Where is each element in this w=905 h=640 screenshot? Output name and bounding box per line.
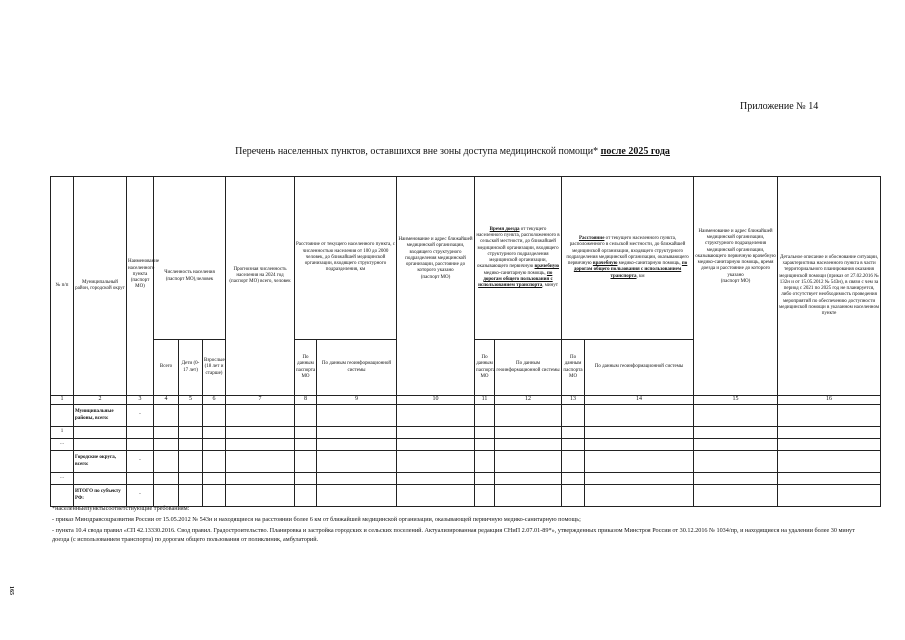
header-population — [154, 177, 226, 340]
row-district — [74, 473, 127, 485]
document-title — [0, 146, 905, 157]
header-primary-care-org-top: Наименование и адрес ближайшей медицинской организации, структурного подразделения медицинской организации, оказывающего первичную врачебную медико-санитарную помощь, время доезда и расстояние до которого указано — [695, 228, 776, 278]
row-district: Городские округа, всего: — [74, 451, 127, 473]
row-settlement — [127, 427, 154, 439]
road-distance-text-c: медико-санитарную помощь, — [617, 261, 682, 267]
row-number: 1 — [51, 427, 74, 439]
row-district: Муниципальные районы, всего: — [74, 405, 127, 427]
column-number: 1 — [51, 396, 74, 405]
header-row-1 — [51, 177, 881, 340]
header-primary-care-org — [694, 177, 778, 396]
settlements-table — [50, 176, 881, 507]
footnote-heading: *населенныепунктысоответствующие требованиям: — [52, 505, 190, 512]
column-number: 13 — [562, 396, 585, 405]
road-distance-text-b: врачебную — [592, 261, 618, 267]
column-number: 15 — [694, 396, 778, 405]
column-number: 12 — [495, 396, 562, 405]
header-settlement-top: Наименование населенного пункта — [128, 259, 160, 277]
row-district — [74, 439, 127, 451]
table-row — [51, 485, 881, 507]
header-description: Детальное описание и обоснование ситуации, характеристика населенного пункта в части территориального планирования оказания медицинской помощи (приказ от 27.02.2016 № 132н и от 15.05.2012 № 543н), в связи с чем за период с 2021 по 2025 год не планируется, либо отсутствует необходимость проведения мероприятий по обеспечению доступности медицинской помощи в указанном населенном пункте — [778, 177, 881, 396]
footnote-item: - пункта 10.4 свода правил «СП 42.13330.2016. Свод правил. Градостроительство. Планировка и застройка городских и сельских поселений. Актуализированная редакция СНиП 2.07.01-89*», утвержденных приказом Минстроя России от 30.12.2016 № 1034/пр, и находящиеся на удалении более 30 минут доезда (с использованием транспорта) по дорогам общего пользования от поликлиник, амбулаторий. — [52, 526, 855, 543]
row-number — [51, 485, 74, 507]
road-distance-text-d: по дорогам общего пользования с использованием транспорта — [573, 261, 688, 279]
table-row — [51, 405, 881, 427]
header-travel-time — [475, 177, 562, 340]
header-district: Муниципальный район, городской округ — [74, 177, 127, 396]
column-number: 7 — [226, 396, 295, 405]
column-number: 8 — [295, 396, 317, 405]
header-gis-9: По данным геоинформационной системы — [317, 340, 397, 396]
header-num: № п/п — [51, 177, 74, 396]
travel-time-text-a: от текущего населенного пункта, расположенного в сельской местности, до ближайшей медицинской организации, входящего структурного подразделения медицинской организации, оказывающего первичную — [476, 226, 560, 270]
header-passport-11: По данным паспорта МО — [475, 340, 495, 396]
row-settlement — [127, 473, 154, 485]
header-population-top: Численность населения — [164, 270, 215, 276]
header-passport-13: По данным паспорта МО — [562, 340, 585, 396]
travel-time-text-e: , минут — [542, 283, 558, 288]
road-distance-text-a: от текущего населенного пункта, расположенного в сельской местности, до ближайшей медицинской организации, входящего структурного подразделения медицинской организации, оказывающего первичную — [566, 236, 689, 267]
header-nearest-org-top: Наименование и адрес ближайшей медицинской организации, входящего структурного подразделения медицинской организации, расстояние до которого указано — [398, 237, 473, 274]
appendix-label: Приложение № 14 — [740, 101, 819, 112]
footnotes — [52, 505, 872, 547]
header-forecast — [226, 177, 295, 396]
footnote-item: - приказ Минздравсоцразвития России от 15.05.2012 № 543н и находящиеся на расстоянии более 6 км от ближайшей медицинской организации, оказывающей первичную медико-санитарную помощь; — [52, 515, 581, 523]
table-row — [51, 473, 881, 485]
title-emphasis: после 2025 года — [600, 146, 670, 157]
road-distance-text-e: , км — [636, 273, 645, 279]
travel-time-text-c: медико-санитарную помощь, — [483, 270, 547, 276]
column-number: 4 — [154, 396, 179, 405]
travel-time-text-b: врачебную — [534, 264, 560, 270]
column-number: 14 — [585, 396, 694, 405]
column-number: 2 — [74, 396, 127, 405]
column-number-row — [51, 396, 881, 405]
column-number: 5 — [179, 396, 203, 405]
column-number: 11 — [475, 396, 495, 405]
row-settlement — [127, 439, 154, 451]
header-primary-care-org-bottom: (паспорт МО) — [720, 278, 751, 284]
row-settlement: - — [127, 485, 154, 507]
header-total: Всего — [154, 340, 179, 396]
column-number: 3 — [127, 396, 154, 405]
page-number: 165 — [8, 586, 14, 595]
row-number — [51, 405, 74, 427]
row-district — [74, 427, 127, 439]
title-text: Перечень населенных пунктов, оставшихся вне зоны доступа медицинской помощи* — [235, 146, 601, 157]
header-settlement-bottom: (паспорт МО) — [130, 278, 150, 290]
header-passport-8: По данным паспорта МО — [295, 340, 317, 396]
header-nearest-org-bottom: (паспорт МО) — [420, 274, 451, 280]
column-number: 16 — [778, 396, 881, 405]
table-row — [51, 439, 881, 451]
header-gis-12: По данным геоинформационной системы — [495, 340, 562, 396]
row-number: ... — [51, 473, 74, 485]
column-number: 9 — [317, 396, 397, 405]
header-forecast-top: Прогнозная численность населения на 2024 год — [233, 266, 287, 278]
header-road-distance — [562, 177, 694, 340]
row-settlement: - — [127, 451, 154, 473]
header-distance-100-2000: Расстояние от текущего населенного пункта, с численностью населения от 100 до 2000 человек, до ближайшей медицинской организации, входящего структурного подразделения, км — [295, 177, 397, 340]
row-district: ИТОГО по субъекту РФ: — [74, 485, 127, 507]
road-distance-lead: Расстояние — [578, 236, 605, 242]
column-number: 10 — [397, 396, 475, 405]
header-settlement — [127, 177, 160, 396]
header-gis-14: По данным геоинформационной системы — [585, 340, 694, 396]
table-row — [51, 427, 881, 439]
row-settlement: - — [127, 405, 154, 427]
header-population-bottom: (паспорт МО),человек — [165, 276, 214, 282]
travel-time-lead: Время доезда — [489, 226, 520, 232]
header-nearest-org — [397, 177, 475, 396]
column-number: 6 — [203, 396, 226, 405]
table-row — [51, 451, 881, 473]
travel-time-text-d: по дорогам общего пользования с использованием транспорта — [478, 270, 553, 288]
header-children: Дети (0-17 лет) — [179, 340, 203, 396]
row-number: ... — [51, 439, 74, 451]
header-adults: Взрослые (18 лет и старше) — [203, 340, 226, 396]
header-forecast-bottom: (паспорт МО) всего, человек — [229, 279, 291, 285]
row-number — [51, 451, 74, 473]
